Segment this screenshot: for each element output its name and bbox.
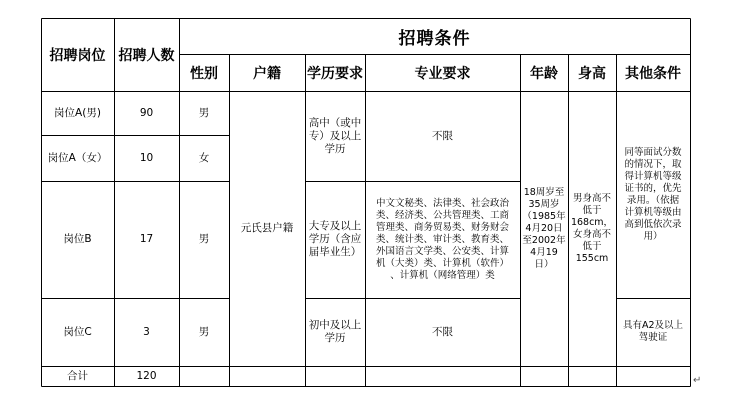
header-group-title: 招聘条件 <box>398 28 471 49</box>
other-ab-line: 的情况下，取 <box>624 158 682 170</box>
header-gender: 性别 <box>190 65 218 82</box>
other-ab-cell <box>616 91 690 298</box>
edu-b-line: 学历（含应 <box>308 233 362 245</box>
major-b-line: 、计算机（网络管理）类 <box>390 269 495 281</box>
header-education: 学历要求 <box>307 65 363 82</box>
row3-position: 岗位B <box>63 233 92 245</box>
other-ab-line: 得计算机等级 <box>624 170 682 182</box>
major-b-line: 机（大类）类、计算机（软件） <box>375 257 509 269</box>
row1-count: 90 <box>139 106 154 119</box>
row2-count: 10 <box>139 151 154 164</box>
header-position: 招聘岗位 <box>49 47 106 64</box>
age-line: 4月19 <box>530 246 558 258</box>
major-b-line: 外国语言文学类、公安类、计算 <box>375 245 509 257</box>
row3-gender: 男 <box>198 233 210 245</box>
row4-gender: 男 <box>198 325 210 338</box>
edu-a-cell <box>305 91 365 181</box>
edu-b-cell <box>305 181 365 298</box>
edu-a-line: 高中（或中 <box>308 116 362 129</box>
other-c-line: 具有A2及以上 <box>622 320 684 331</box>
major-b-line: 管理类、商务贸易类、财务财会 <box>375 221 509 233</box>
age-line: （1985年 <box>522 210 566 222</box>
other-c-line: 驾驶证 <box>638 332 668 343</box>
height-line: 女身高不 <box>572 228 611 240</box>
header-height: 身高 <box>578 65 606 82</box>
header-count: 招聘人数 <box>118 47 175 64</box>
header-other: 其他条件 <box>625 65 681 82</box>
other-c-cell <box>616 298 690 366</box>
paragraph-mark-icon: ↵ <box>693 375 702 386</box>
height-line: 168cm， <box>570 216 614 228</box>
row1-gender: 男 <box>198 106 210 119</box>
row4-position: 岗位C <box>63 325 92 338</box>
row2-gender: 女 <box>198 151 210 164</box>
huji-cell: 元氏县户籍 <box>240 222 294 234</box>
total-label: 合计 <box>67 369 88 382</box>
age-line: 日） <box>534 258 554 270</box>
major-b-line: 中文文秘类、法律类、社会政治 <box>375 197 509 209</box>
height-line: 155cm <box>575 252 609 264</box>
age-line: 18周岁至 <box>523 186 565 198</box>
age-line: 至2002年 <box>522 234 566 246</box>
major-b-line: 类、经济类、公共管理类、工商 <box>375 209 509 221</box>
other-ab-line: 证书的，优先 <box>624 182 682 194</box>
other-ab-line: 高到低依次录 <box>624 218 682 230</box>
edu-c-cell <box>305 298 365 366</box>
header-huji: 户籍 <box>253 65 281 82</box>
other-ab-line: 录用。（依据 <box>626 194 680 206</box>
edu-b-line: 大专及以上 <box>308 220 362 232</box>
other-ab-line: 同等面试分数 <box>624 146 682 158</box>
major-c-cell: 不限 <box>432 325 453 338</box>
other-ab-line: 计算机等级由 <box>624 206 682 218</box>
edu-c-line: 初中及以上 <box>308 319 362 331</box>
height-line: 低于 <box>582 204 602 216</box>
height-line: 低于 <box>582 240 602 252</box>
row2-position: 岗位A（女） <box>47 151 108 164</box>
age-line: 4月20日 <box>525 222 563 234</box>
edu-a-line: 专）及以上 <box>308 129 362 142</box>
age-line: 35周岁 <box>528 198 560 210</box>
major-b-cell <box>365 181 520 298</box>
row3-count: 17 <box>139 233 154 245</box>
age-cell <box>520 91 568 366</box>
major-b-line: 类、统计类、审计类、教育类、 <box>375 233 509 245</box>
height-line: 男身高不 <box>572 192 611 204</box>
edu-c-line: 学历 <box>324 332 346 344</box>
other-ab-line: 用） <box>643 230 663 242</box>
header-major: 专业要求 <box>414 65 471 82</box>
header-age: 年龄 <box>530 65 558 82</box>
edu-a-line: 学历 <box>324 142 346 155</box>
edu-b-line: 届毕业生） <box>308 246 362 258</box>
height-cell <box>568 91 616 366</box>
row1-position: 岗位A(男) <box>54 106 101 119</box>
total-count: 120 <box>136 369 157 382</box>
major-a-cell: 不限 <box>432 129 453 142</box>
row4-count: 3 <box>143 325 150 338</box>
